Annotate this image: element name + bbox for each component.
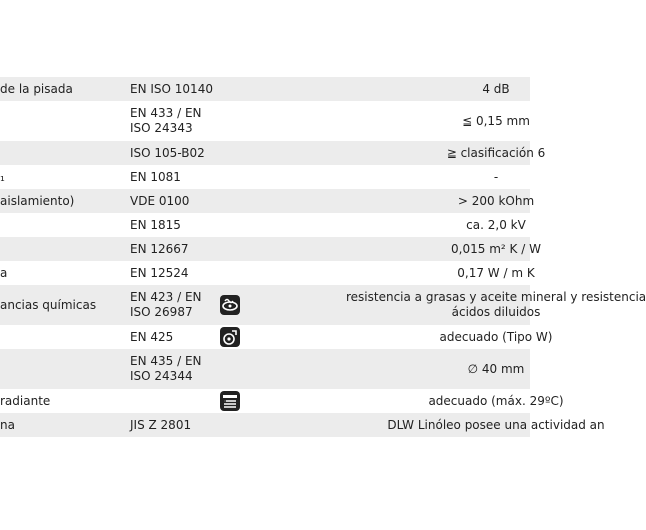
chemical-resistance-icon bbox=[219, 294, 241, 316]
standard-cell: EN 423 / EN ISO 26987 bbox=[130, 290, 202, 319]
standard-cell: EN 435 / EN ISO 24344 bbox=[130, 354, 202, 383]
table-row bbox=[0, 261, 535, 285]
standard-cell: EN ISO 10140 bbox=[130, 82, 213, 96]
table-row bbox=[0, 349, 530, 389]
properties-table bbox=[0, 77, 646, 437]
table-row bbox=[0, 101, 530, 141]
table-row bbox=[0, 165, 530, 189]
value-cell: ca. 2,0 kV bbox=[466, 218, 526, 232]
value-cell: adecuado (máx. 29ºC) bbox=[428, 394, 564, 408]
value-cell: 4 dB bbox=[482, 82, 510, 96]
property-cell: de la pisada bbox=[0, 82, 73, 96]
value-cell: resistencia a grasas y aceite mineral y resistencia ácidos diluidos bbox=[346, 290, 646, 319]
table-row bbox=[0, 413, 605, 437]
property-cell: a bbox=[0, 266, 8, 280]
value-cell: 0,17 W / m K bbox=[457, 266, 535, 280]
standard-cell: EN 12667 bbox=[130, 242, 189, 256]
table-row bbox=[0, 285, 646, 325]
standard-cell: VDE 0100 bbox=[130, 194, 190, 208]
underfloor-heating-icon bbox=[219, 390, 241, 412]
standard-cell: EN 425 bbox=[130, 330, 174, 344]
value-cell: 0,015 m² K / W bbox=[451, 242, 541, 256]
property-cell: aislamiento) bbox=[0, 194, 75, 208]
table-row bbox=[0, 389, 564, 413]
standard-cell: ISO 105-B02 bbox=[130, 146, 205, 160]
value-cell: ≧ clasificación 6 bbox=[446, 146, 546, 160]
table-row bbox=[0, 213, 530, 237]
property-cell: ancias químicas bbox=[0, 298, 97, 312]
standard-cell: EN 1081 bbox=[130, 170, 181, 184]
property-cell: ₁ bbox=[0, 170, 5, 184]
standard-cell: EN 12524 bbox=[130, 266, 189, 280]
standard-cell: EN 433 / EN ISO 24343 bbox=[130, 106, 202, 135]
value-cell: ≦ 0,15 mm bbox=[462, 114, 530, 128]
table-row bbox=[0, 77, 530, 101]
property-cell: radiante bbox=[0, 394, 51, 408]
value-cell: > 200 kOhm bbox=[457, 194, 535, 208]
value-cell: - bbox=[493, 170, 499, 184]
value-cell: DLW Linóleo posee una actividad an bbox=[387, 418, 605, 432]
value-cell: adecuado (Tipo W) bbox=[439, 330, 553, 344]
property-cell: na bbox=[0, 418, 15, 432]
table-row bbox=[0, 237, 541, 261]
castor-chair-icon bbox=[219, 326, 241, 348]
value-cell: ∅ 40 mm bbox=[467, 362, 525, 376]
table-row bbox=[0, 141, 546, 165]
standard-cell: EN 1815 bbox=[130, 218, 181, 232]
table-row bbox=[0, 189, 535, 213]
standard-cell: JIS Z 2801 bbox=[130, 418, 192, 432]
table-row bbox=[0, 325, 553, 349]
